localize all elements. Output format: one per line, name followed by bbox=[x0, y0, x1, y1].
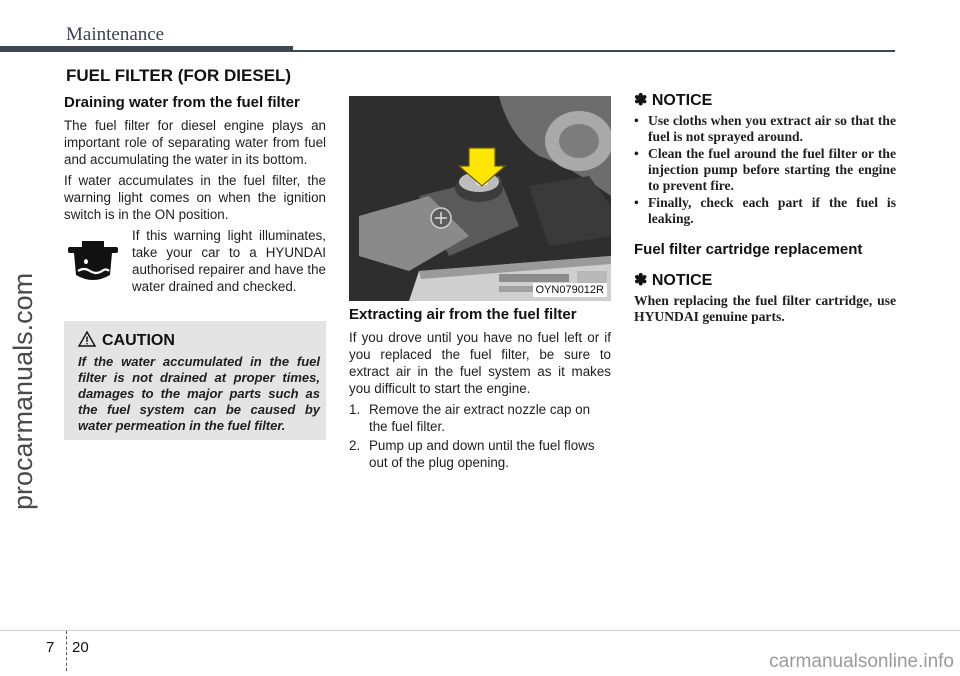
notice-item: Clean the fuel around the fuel filter or the injection pump before starting the engine to prevent fire. bbox=[648, 146, 896, 193]
column-right bbox=[634, 92, 896, 325]
page-number: 20 bbox=[72, 639, 89, 656]
chapter-number: 7 bbox=[46, 639, 55, 656]
notice-text: When replacing the fuel filter cartridge, use HYUNDAI genuine parts. bbox=[634, 293, 896, 324]
column-middle bbox=[349, 306, 611, 473]
notice-item: Use cloths when you extract air so that the fuel is not sprayed around. bbox=[648, 113, 896, 144]
fuel-filter-photo bbox=[349, 96, 611, 301]
page-title: FUEL FILTER (FOR DIESEL) bbox=[66, 66, 292, 85]
step-text: Pump up and down until the fuel flows out of the plug opening. bbox=[369, 438, 595, 470]
side-watermark bbox=[4, 200, 44, 510]
caution-box bbox=[64, 321, 326, 440]
notice-label: NOTICE bbox=[651, 272, 713, 289]
extracting-paragraph: If you drove until you have no fuel left or if you replaced the fuel filter, be sure to extract air in the fuel system as it makes you difficult to start the engine. bbox=[349, 330, 611, 396]
warning-light-block bbox=[64, 227, 326, 313]
footer-site: carmanualsonline.info bbox=[769, 651, 954, 672]
list-item: • Finally, check each part if the fuel is leaking. bbox=[634, 195, 896, 226]
footer-rule bbox=[0, 630, 960, 631]
extracting-heading: Extracting air from the fuel filter bbox=[349, 306, 577, 323]
section-label: Maintenance bbox=[66, 24, 165, 45]
notice-title-2 bbox=[634, 272, 896, 289]
notice-mark: ✽ bbox=[634, 272, 648, 289]
list-item: • Use cloths when you extract air so that the fuel is not sprayed around. bbox=[634, 113, 896, 144]
caution-text: If the water accumulated in the fuel filter is not drained at proper times, damages to the major parts such as the fuel system can be caused by water permeation in the fuel filter. bbox=[78, 354, 320, 433]
warning-triangle-icon bbox=[78, 331, 96, 347]
photo-code: OYN079012R bbox=[533, 283, 608, 297]
draining-paragraph-1: The fuel filter for diesel engine plays an important role of separating water from fuel and accumulating the water in its bottom. bbox=[64, 118, 326, 167]
page-number-divider bbox=[66, 631, 68, 671]
step-text: Remove the air extract nozzle cap on the fuel filter. bbox=[369, 402, 591, 434]
header-rule-thin bbox=[293, 50, 895, 52]
step-number: 2. bbox=[349, 438, 361, 453]
list-item bbox=[349, 401, 611, 435]
notice-label: NOTICE bbox=[651, 92, 713, 109]
cartridge-heading: Fuel filter cartridge replacement bbox=[634, 241, 863, 258]
column-left bbox=[64, 94, 326, 313]
list-item: • Clean the fuel around the fuel filter or the injection pump before starting the engine to prevent fire. bbox=[634, 146, 896, 193]
notice-item: Finally, check each part if the fuel is leaking. bbox=[648, 195, 896, 226]
list-item bbox=[349, 437, 611, 471]
header-rule-thick bbox=[0, 46, 293, 52]
extracting-steps bbox=[349, 401, 611, 471]
draining-paragraph-2: If water accumulates in the fuel filter, the warning light comes on when the ignition switch is in the ON position. bbox=[64, 173, 326, 222]
watermark-text: procarmanuals.com bbox=[8, 272, 38, 510]
water-in-fuel-icon bbox=[64, 231, 122, 291]
step-number: 1. bbox=[349, 402, 361, 417]
notice-list bbox=[634, 113, 896, 227]
engine-bay-illustration bbox=[349, 96, 611, 301]
notice-title bbox=[634, 92, 896, 109]
draining-heading: Draining water from the fuel filter bbox=[64, 94, 300, 111]
notice-mark: ✽ bbox=[634, 92, 648, 109]
caution-title: CAUTION bbox=[102, 332, 175, 349]
warning-light-text: If this warning light illuminates, take your car to a HYUNDAI authorised repairer and have the water drained and checked. bbox=[132, 228, 326, 294]
